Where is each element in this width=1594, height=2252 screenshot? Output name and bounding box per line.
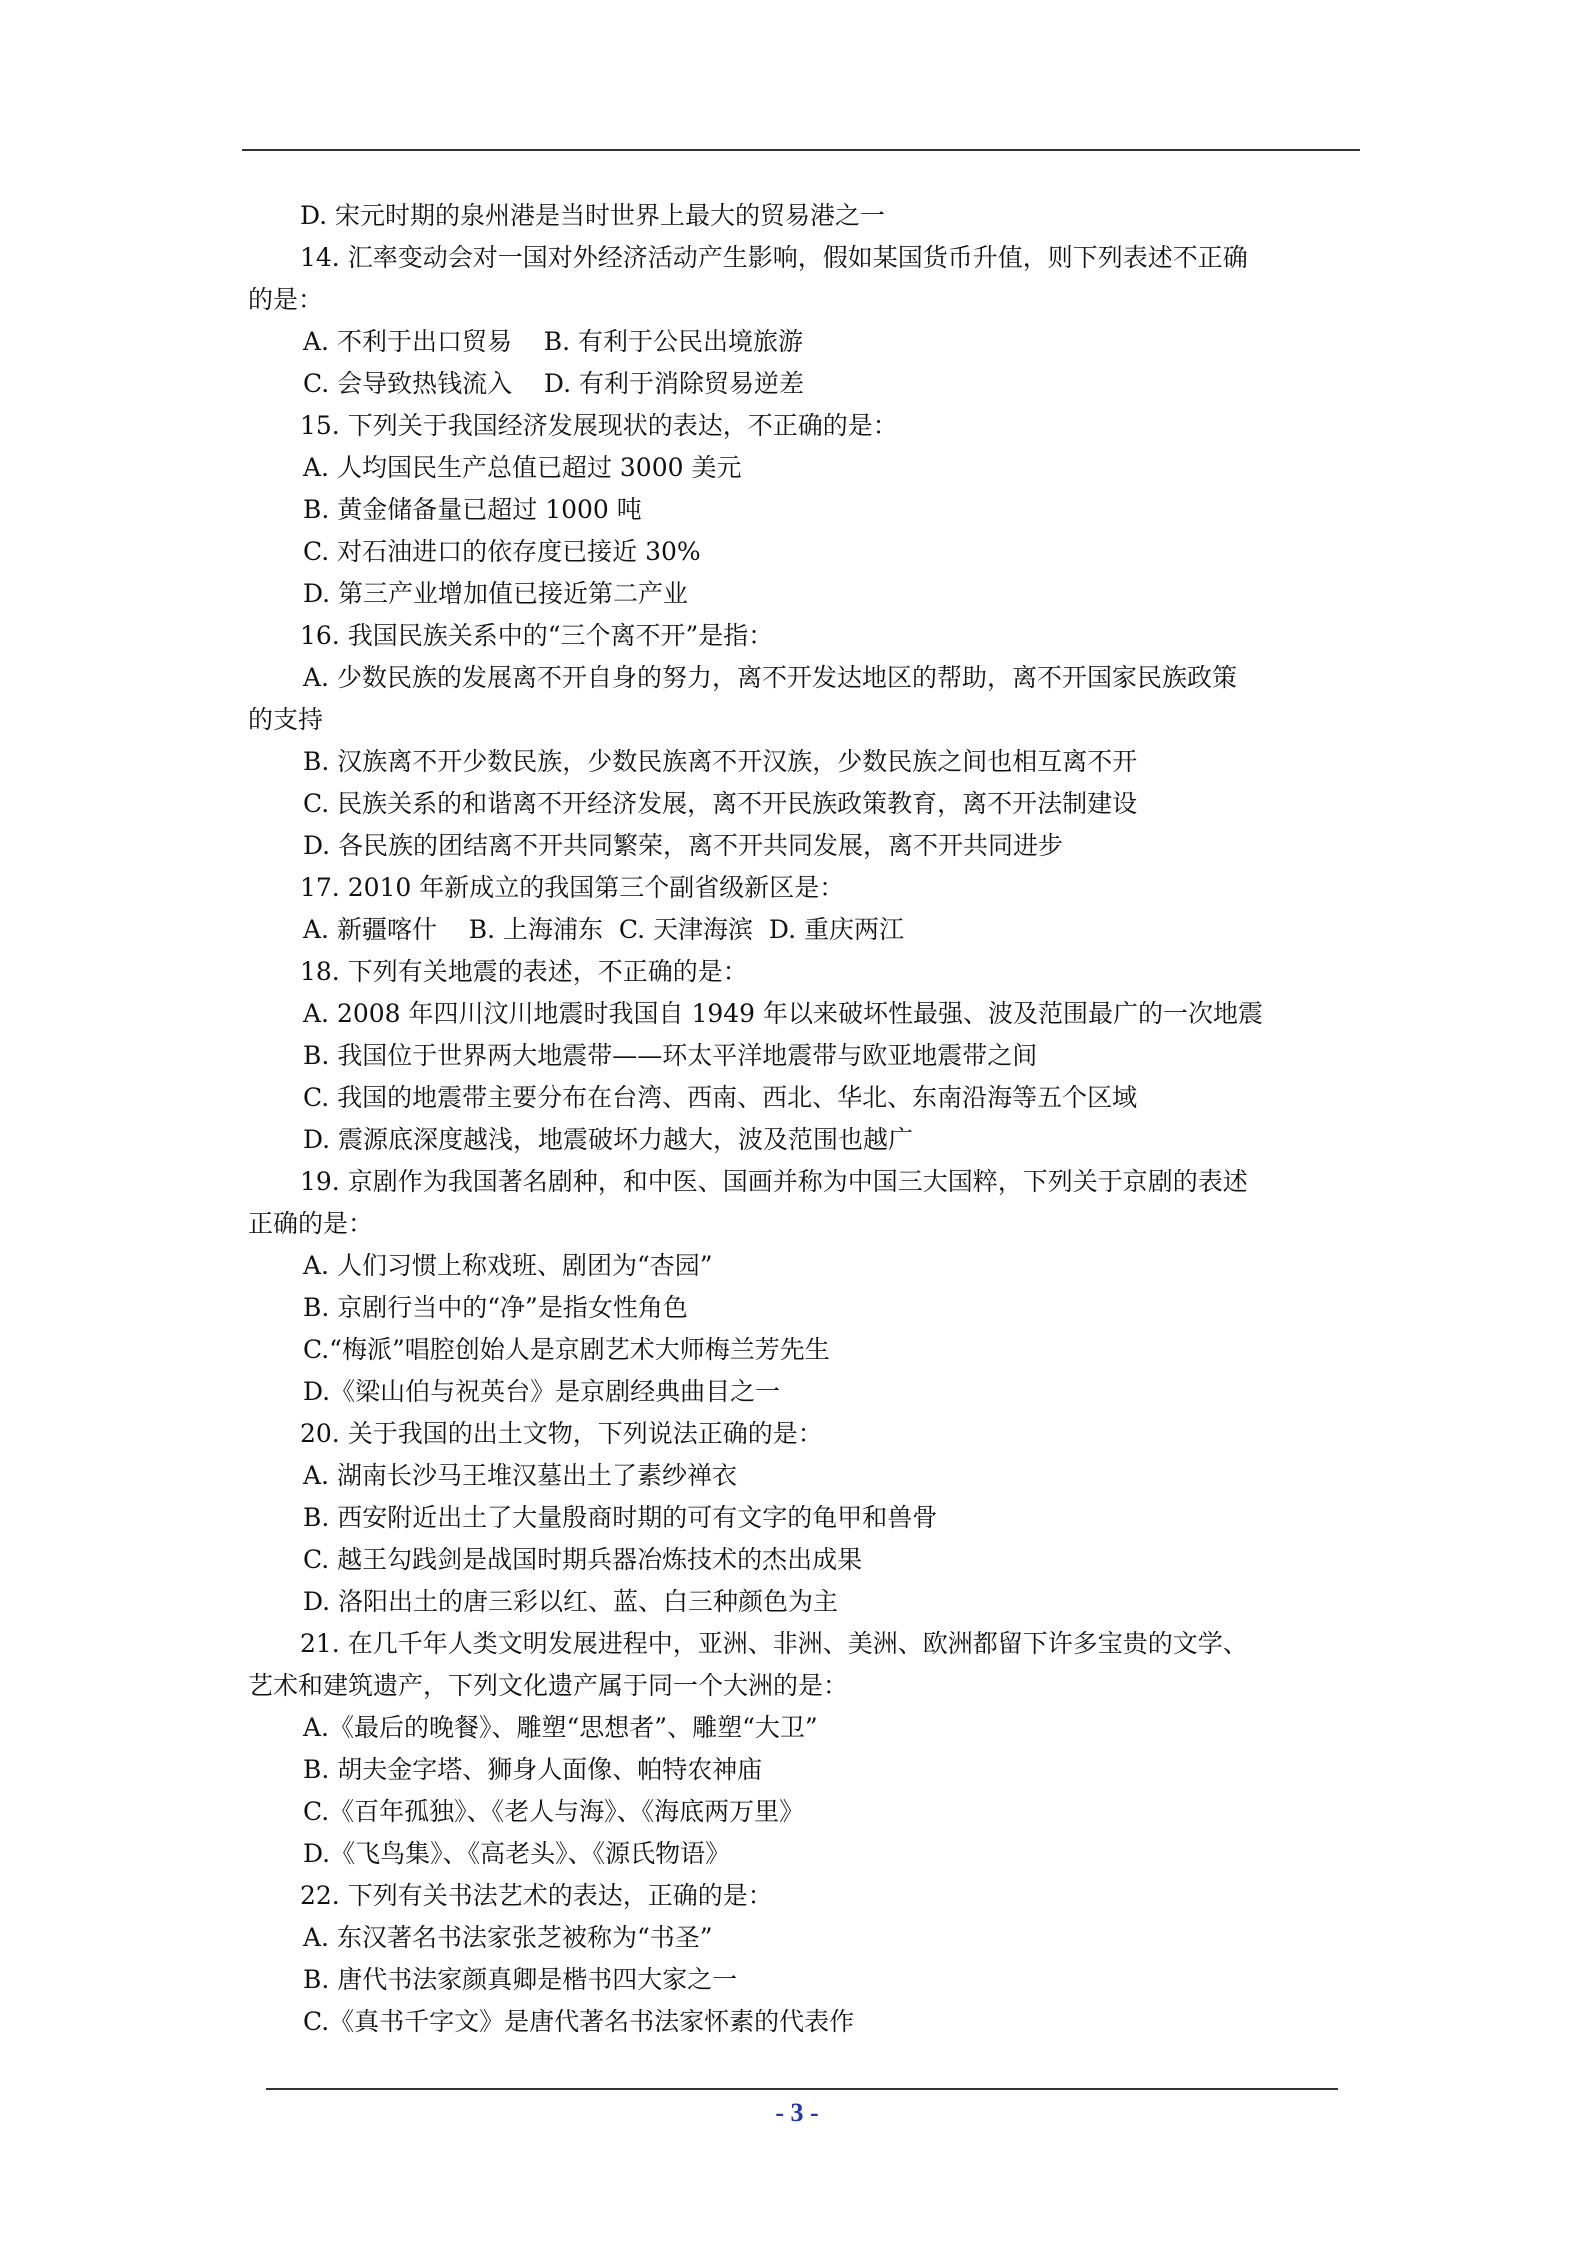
text-line: 的支持: [248, 705, 324, 734]
question-19: 19. 京剧作为我国著名剧种，和中医、国画并称为中国三大国粹，下列关于京剧的表述: [300, 1167, 1248, 1196]
option-line: A. 2008 年四川汶川地震时我国自 1949 年以来破坏性最强、波及范围最广的一次地震: [303, 999, 1264, 1028]
option-line: C. 越王勾践剑是战国时期兵器冶炼技术的杰出成果: [303, 1545, 863, 1574]
option-line: C. 我国的地震带主要分布在台湾、西南、西北、华北、东南沿海等五个区域: [303, 1083, 1138, 1112]
option-line: A. 人均国民生产总值已超过 3000 美元: [303, 453, 742, 482]
page-number: - 3 -: [775, 2098, 819, 2127]
question-16: 16. 我国民族关系中的“三个离不开”是指：: [300, 621, 774, 650]
option-line: D. 第三产业增加值已接近第二产业: [303, 579, 689, 608]
text-line: 的是：: [248, 285, 324, 314]
option-line: B. 京剧行当中的“净”是指女性角色: [303, 1293, 688, 1322]
question-18: 18. 下列有关地震的表述，不正确的是：: [300, 957, 748, 986]
option-line: A. 少数民族的发展离不开自身的努力，离不开发达地区的帮助，离不开国家民族政策: [303, 663, 1237, 692]
option-line: B. 我国位于世界两大地震带——环太平洋地震带与欧亚地震带之间: [303, 1041, 1038, 1070]
option-line: D. 洛阳出土的唐三彩以红、蓝、白三种颜色为主: [303, 1587, 839, 1616]
option-line: A. 湖南长沙马王堆汉墓出土了素纱禅衣: [303, 1461, 737, 1490]
footer-rule: [266, 2088, 1338, 2090]
option-line: C. 对石油进口的依存度已接近 30%: [303, 537, 701, 566]
option-line: B. 汉族离不开少数民族，少数民族离不开汉族，少数民族之间也相互离不开: [303, 747, 1138, 776]
option-line: B. 胡夫金字塔、狮身人面像、帕特农神庙: [303, 1755, 763, 1784]
option-line: B. 西安附近出土了大量殷商时期的可有文字的龟甲和兽骨: [303, 1503, 938, 1532]
option-line: B. 黄金储备量已超过 1000 吨: [303, 495, 642, 524]
option-line: A.《最后的晚餐》、雕塑“思想者”、雕塑“大卫”: [303, 1713, 818, 1742]
option-line: A. 不利于出口贸易 B. 有利于公民出境旅游: [303, 327, 804, 356]
question-17: 17. 2010 年新成立的我国第三个副省级新区是：: [300, 873, 845, 902]
text-line: 艺术和建筑遗产，下列文化遗产属于同一个大洲的是：: [248, 1671, 849, 1700]
option-line: A. 人们习惯上称戏班、剧团为“杏园”: [303, 1251, 713, 1280]
option-line: A. 新疆喀什 B. 上海浦东 C. 天津海滨 D. 重庆两江: [303, 915, 904, 944]
question-22: 22. 下列有关书法艺术的表达，正确的是：: [300, 1881, 773, 1910]
option-line: D.《梁山伯与祝英台》是京剧经典曲目之一: [303, 1377, 781, 1406]
option-line: C. 民族关系的和谐离不开经济发展，离不开民族政策教育，离不开法制建设: [303, 789, 1138, 818]
question-14: 14. 汇率变动会对一国对外经济活动产生影响，假如某国货币升值，则下列表述不正确: [300, 243, 1248, 272]
option-line: D. 震源底深度越浅，地震破坏力越大，波及范围也越广: [303, 1125, 914, 1154]
option-line: D.《飞鸟集》、《高老头》、《源氏物语》: [303, 1839, 731, 1868]
question-15: 15. 下列关于我国经济发展现状的表达，不正确的是：: [300, 411, 898, 440]
option-line: D. 各民族的团结离不开共同繁荣，离不开共同发展，离不开共同进步: [303, 831, 1064, 860]
option-line: B. 唐代书法家颜真卿是楷书四大家之一: [303, 1965, 738, 1994]
option-line: C.《真书千字文》是唐代著名书法家怀素的代表作: [303, 2007, 855, 2036]
option-line: A. 东汉著名书法家张芝被称为“书圣”: [303, 1923, 713, 1952]
text-line: 正确的是：: [248, 1209, 374, 1238]
option-line: C.《百年孤独》、《老人与海》、《海底两万里》: [303, 1797, 805, 1826]
question-21: 21. 在几千年人类文明发展进程中，亚洲、非洲、美洲、欧洲都留下许多宝贵的文学、: [300, 1629, 1248, 1658]
text-line: D. 宋元时期的泉州港是当时世界上最大的贸易港之一: [300, 201, 886, 230]
option-line: C. 会导致热钱流入 D. 有利于消除贸易逆差: [303, 369, 804, 398]
header-rule: [242, 149, 1360, 151]
option-line: C.“梅派”唱腔创始人是京剧艺术大师梅兰芳先生: [303, 1335, 830, 1364]
question-20: 20. 关于我国的出土文物，下列说法正确的是：: [300, 1419, 823, 1448]
